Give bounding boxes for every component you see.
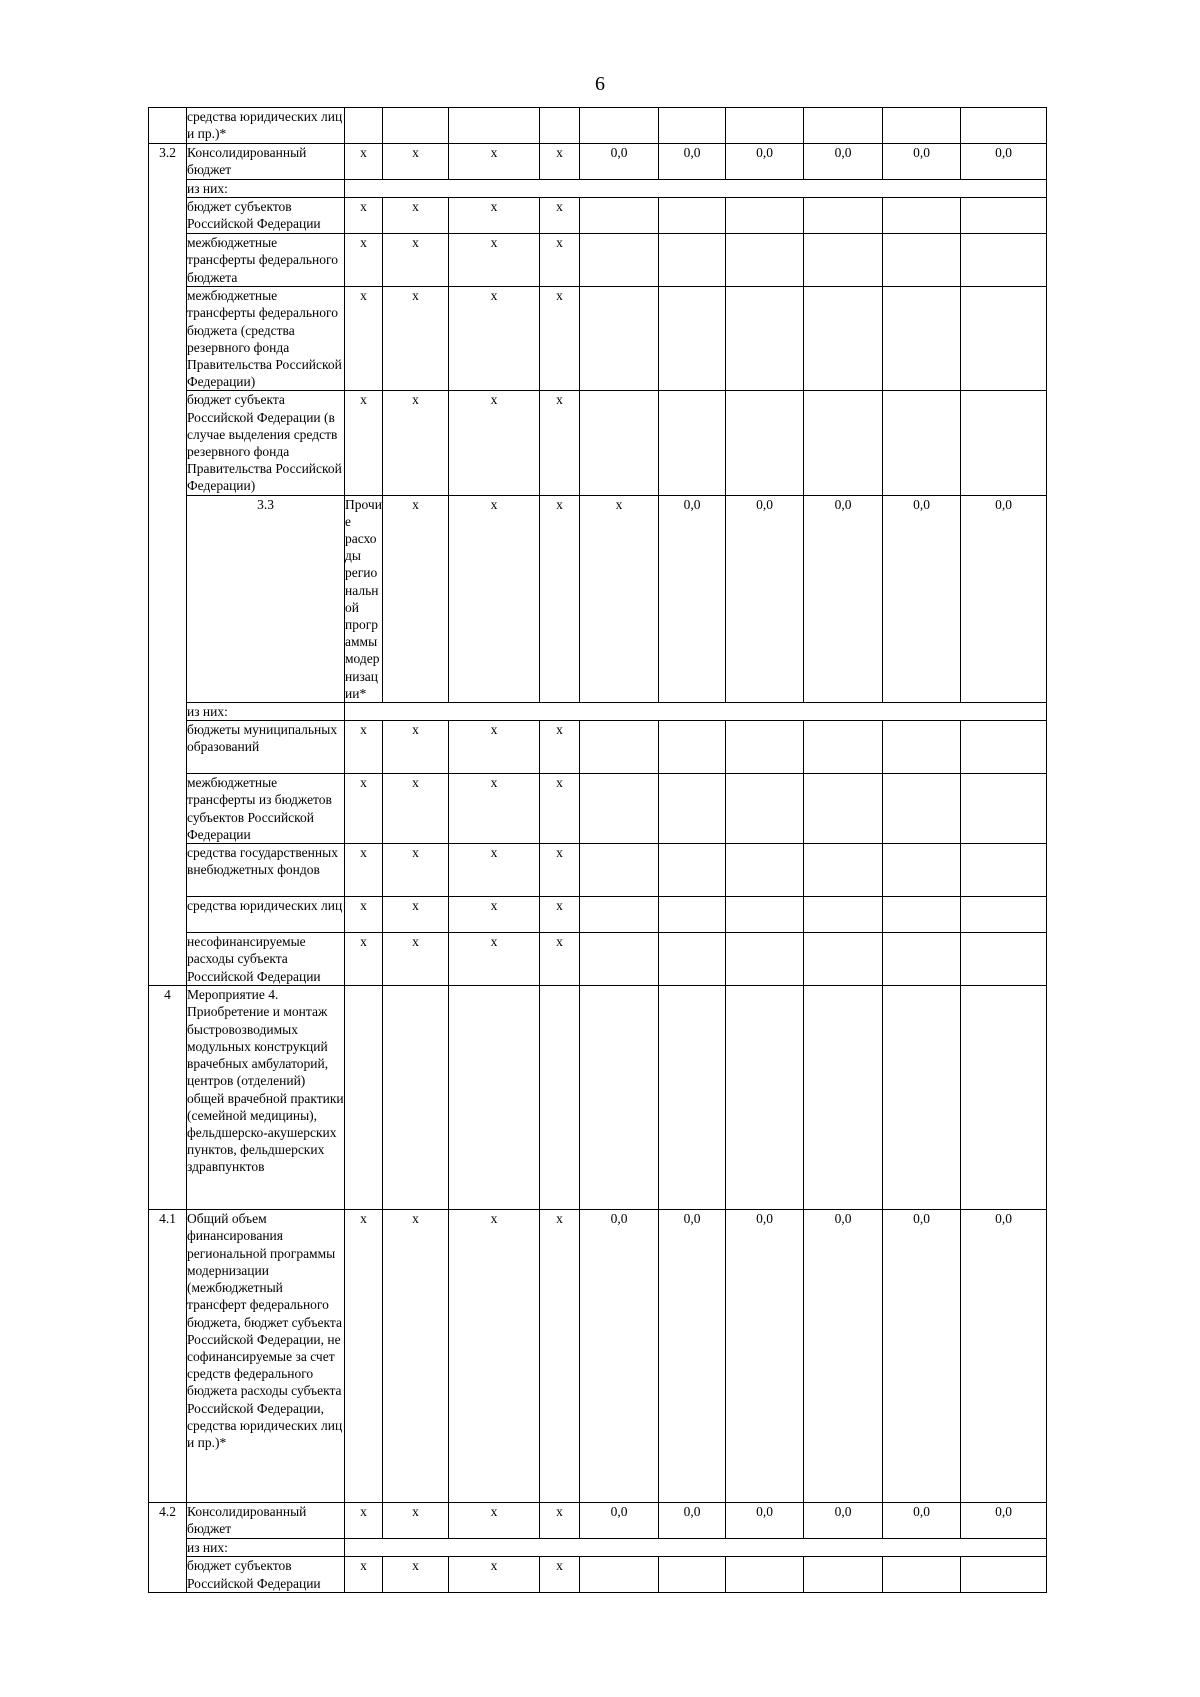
marker-cell: х [383, 844, 449, 897]
value-cell [726, 897, 804, 933]
marker-cell [540, 108, 580, 144]
table-row [149, 198, 1047, 234]
value-cell [580, 933, 659, 986]
marker-cell: х [345, 391, 383, 495]
marker-cell: х [345, 721, 383, 774]
marker-cell: х [449, 1557, 540, 1593]
table-row [149, 721, 1047, 774]
value-cell [883, 774, 961, 844]
value-cell [961, 844, 1047, 897]
marker-cell: х [540, 1210, 580, 1503]
value-cell [659, 234, 726, 287]
value-cell [580, 108, 659, 144]
marker-cell: х [383, 234, 449, 287]
value-cell: 0,0 [961, 144, 1047, 180]
row-number-cell: 3.2 [149, 144, 187, 986]
table-row [149, 703, 1047, 721]
value-cell [883, 897, 961, 933]
value-cell: 0,0 [961, 1503, 1047, 1539]
value-cell: 0,0 [580, 1210, 659, 1503]
table-row [149, 1557, 1047, 1593]
value-cell [726, 721, 804, 774]
value-cell [961, 933, 1047, 986]
value-cell [961, 234, 1047, 287]
row-name-cell: бюджеты муниципальных образований [187, 721, 345, 774]
row-name-cell: межбюджетные трансферты федерального бюджета [187, 234, 345, 287]
value-cell [726, 844, 804, 897]
table-body [149, 108, 1047, 1593]
value-cell [804, 391, 883, 495]
table-row [149, 1503, 1047, 1539]
marker-cell: х [345, 897, 383, 933]
marker-cell: х [540, 1503, 580, 1539]
marker-cell: х [449, 287, 540, 391]
value-cell [580, 1557, 659, 1593]
marker-cell: х [383, 198, 449, 234]
value-cell [580, 774, 659, 844]
value-cell [726, 108, 804, 144]
row-number-cell: 4.2 [149, 1503, 187, 1593]
value-cell [804, 287, 883, 391]
marker-cell: х [449, 234, 540, 287]
value-cell [580, 391, 659, 495]
marker-cell: х [540, 721, 580, 774]
value-cell [659, 844, 726, 897]
value-cell: 0,0 [659, 1210, 726, 1503]
table-row [149, 844, 1047, 897]
value-cell [659, 198, 726, 234]
value-cell: 0,0 [659, 1503, 726, 1539]
row-name-cell: из них: [187, 180, 345, 198]
marker-cell: х [540, 198, 580, 234]
value-cell [804, 933, 883, 986]
value-cell: 0,0 [804, 495, 883, 702]
value-cell [726, 774, 804, 844]
value-cell [961, 391, 1047, 495]
table-row [149, 933, 1047, 986]
row-name-cell: средства юридических лиц и пр.)* [187, 108, 345, 144]
value-cell [726, 933, 804, 986]
marker-cell: х [540, 844, 580, 897]
table-row [149, 108, 1047, 144]
merged-empty-cell [345, 1539, 1047, 1557]
value-cell: 0,0 [580, 1503, 659, 1539]
value-cell [726, 198, 804, 234]
funding-table [148, 107, 1047, 1593]
value-cell [580, 897, 659, 933]
value-cell [804, 897, 883, 933]
value-cell [961, 1557, 1047, 1593]
value-cell [883, 234, 961, 287]
marker-cell: х [449, 844, 540, 897]
table-row [149, 391, 1047, 495]
marker-cell: х [345, 1210, 383, 1503]
value-cell [659, 897, 726, 933]
value-cell [726, 234, 804, 287]
marker-cell: х [540, 391, 580, 495]
marker-cell: х [449, 144, 540, 180]
value-cell [883, 198, 961, 234]
row-number-cell: 4 [149, 986, 187, 1210]
marker-cell: х [383, 774, 449, 844]
row-name-cell: Консолидированный бюджет [187, 1503, 345, 1539]
merged-empty-cell [345, 703, 1047, 721]
row-number-cell: 4.1 [149, 1210, 187, 1503]
value-cell [726, 1557, 804, 1593]
row-name-cell: из них: [187, 703, 345, 721]
row-name-cell: бюджет субъекта Российской Федерации (в случае выделения средств резервного фонда Правительства Российской Федерации) [187, 391, 345, 495]
row-name-cell: средства юридических лиц [187, 897, 345, 933]
marker-cell: х [383, 1557, 449, 1593]
value-cell [883, 287, 961, 391]
marker-cell: х [383, 287, 449, 391]
value-cell [961, 108, 1047, 144]
value-cell [961, 897, 1047, 933]
row-name-cell: средства государственных внебюджетных фондов [187, 844, 345, 897]
value-cell [961, 721, 1047, 774]
value-cell [580, 844, 659, 897]
row-name-cell: межбюджетные трансферты федерального бюджета (средства резервного фонда Правительства Российской Федерации) [187, 287, 345, 391]
marker-cell: х [345, 933, 383, 986]
marker-cell: х [449, 721, 540, 774]
value-cell [961, 774, 1047, 844]
value-cell: 0,0 [804, 1210, 883, 1503]
marker-cell: х [449, 495, 540, 702]
table-row [149, 986, 1047, 1210]
row-name-cell: межбюджетные трансферты из бюджетов субъектов Российской Федерации [187, 774, 345, 844]
marker-cell: х [383, 495, 449, 702]
value-cell [804, 234, 883, 287]
marker-cell: х [449, 774, 540, 844]
row-name-cell: Консолидированный бюджет [187, 144, 345, 180]
value-cell [961, 287, 1047, 391]
marker-cell: х [540, 234, 580, 287]
value-cell: 0,0 [726, 495, 804, 702]
marker-cell [449, 986, 540, 1210]
value-cell [580, 287, 659, 391]
value-cell [883, 844, 961, 897]
marker-cell: х [383, 1503, 449, 1539]
table-row [149, 234, 1047, 287]
value-cell [659, 774, 726, 844]
table-row [149, 774, 1047, 844]
value-cell [804, 1557, 883, 1593]
marker-cell [449, 108, 540, 144]
value-cell [659, 391, 726, 495]
row-name-cell: несофинансируемые расходы субъекта Российской Федерации [187, 933, 345, 986]
marker-cell: х [383, 1210, 449, 1503]
value-cell: 0,0 [961, 495, 1047, 702]
row-name-cell: бюджет субъектов Российской Федерации [187, 198, 345, 234]
marker-cell: х [449, 933, 540, 986]
row-name-cell: Мероприятие 4. Приобретение и монтаж быстровозводимых модульных конструкций врачебных амбулаторий, центров (отделений) общей врачебной практики (семейной медицины), фельдшерско-акушерских пунктов, фельдшерских здравпунктов [187, 986, 345, 1210]
row-number-cell [149, 108, 187, 144]
value-cell [961, 198, 1047, 234]
value-cell: 0,0 [726, 1503, 804, 1539]
marker-cell: х [540, 897, 580, 933]
marker-cell: х [345, 287, 383, 391]
value-cell [883, 986, 961, 1210]
value-cell: 0,0 [883, 1503, 961, 1539]
value-cell: 0,0 [659, 144, 726, 180]
value-cell: 0,0 [804, 144, 883, 180]
value-cell [659, 1557, 726, 1593]
value-cell: 0,0 [883, 1210, 961, 1503]
value-cell: 0,0 [659, 495, 726, 702]
value-cell [659, 986, 726, 1210]
value-cell: 0,0 [883, 144, 961, 180]
value-cell [580, 198, 659, 234]
marker-cell: х [540, 495, 580, 702]
marker-cell: х [383, 721, 449, 774]
value-cell [580, 986, 659, 1210]
marker-cell: х [345, 234, 383, 287]
table-row [149, 287, 1047, 391]
value-cell [580, 721, 659, 774]
value-cell [659, 108, 726, 144]
marker-cell: х [383, 933, 449, 986]
marker-cell: х [449, 1503, 540, 1539]
value-cell: 0,0 [804, 1503, 883, 1539]
marker-cell: х [540, 144, 580, 180]
value-cell [659, 933, 726, 986]
marker-cell [540, 986, 580, 1210]
marker-cell: х [449, 198, 540, 234]
marker-cell: х [345, 198, 383, 234]
marker-cell: х [345, 1503, 383, 1539]
marker-cell: х [383, 391, 449, 495]
value-cell [883, 933, 961, 986]
value-cell [726, 287, 804, 391]
marker-cell: х [540, 1557, 580, 1593]
marker-cell: х [345, 1557, 383, 1593]
marker-cell [345, 986, 383, 1210]
marker-cell [383, 986, 449, 1210]
value-cell [804, 198, 883, 234]
marker-cell: х [540, 287, 580, 391]
table-row [149, 1210, 1047, 1503]
marker-cell [345, 108, 383, 144]
value-cell [961, 986, 1047, 1210]
value-cell [804, 844, 883, 897]
marker-cell: х [345, 774, 383, 844]
value-cell [804, 721, 883, 774]
value-cell [726, 986, 804, 1210]
value-cell [883, 391, 961, 495]
marker-cell: х [540, 774, 580, 844]
marker-cell: х [449, 391, 540, 495]
value-cell: 0,0 [726, 1210, 804, 1503]
marker-cell: х [449, 1210, 540, 1503]
value-cell [659, 721, 726, 774]
value-cell [659, 287, 726, 391]
marker-cell [383, 108, 449, 144]
table-row [149, 180, 1047, 198]
value-cell [804, 108, 883, 144]
marker-cell: х [540, 933, 580, 986]
marker-cell: х [345, 844, 383, 897]
merged-empty-cell [345, 180, 1047, 198]
row-name-cell: бюджет субъектов Российской Федерации [187, 1557, 345, 1593]
value-cell: 0,0 [726, 144, 804, 180]
value-cell [883, 721, 961, 774]
page-number: 6 [595, 73, 605, 95]
value-cell [883, 108, 961, 144]
marker-cell: х [345, 144, 383, 180]
row-name-cell: Общий объем финансирования региональной программы модернизации (межбюджетный трансферт федерального бюджета, бюджет субъекта Российской Федерации, не софинансируемые за счет средств федерального бюджета расходы субъекта Российской Федерации, средства юридических лиц и пр.)* [187, 1210, 345, 1503]
marker-cell: х [580, 495, 659, 702]
value-cell [883, 1557, 961, 1593]
table-row [149, 495, 1047, 702]
row-number-cell: 3.3 [187, 495, 345, 702]
table-row [149, 1539, 1047, 1557]
table-row [149, 144, 1047, 180]
marker-cell: х [449, 897, 540, 933]
row-name-cell: Прочие расходы региональной программы модернизации* [345, 496, 382, 701]
table-row [149, 897, 1047, 933]
value-cell [804, 986, 883, 1210]
value-cell: 0,0 [580, 144, 659, 180]
marker-cell: х [383, 897, 449, 933]
value-cell [580, 234, 659, 287]
value-cell [726, 391, 804, 495]
value-cell: 0,0 [961, 1210, 1047, 1503]
value-cell [804, 774, 883, 844]
marker-cell: х [383, 144, 449, 180]
value-cell: 0,0 [883, 495, 961, 702]
row-name-cell: из них: [187, 1539, 345, 1557]
